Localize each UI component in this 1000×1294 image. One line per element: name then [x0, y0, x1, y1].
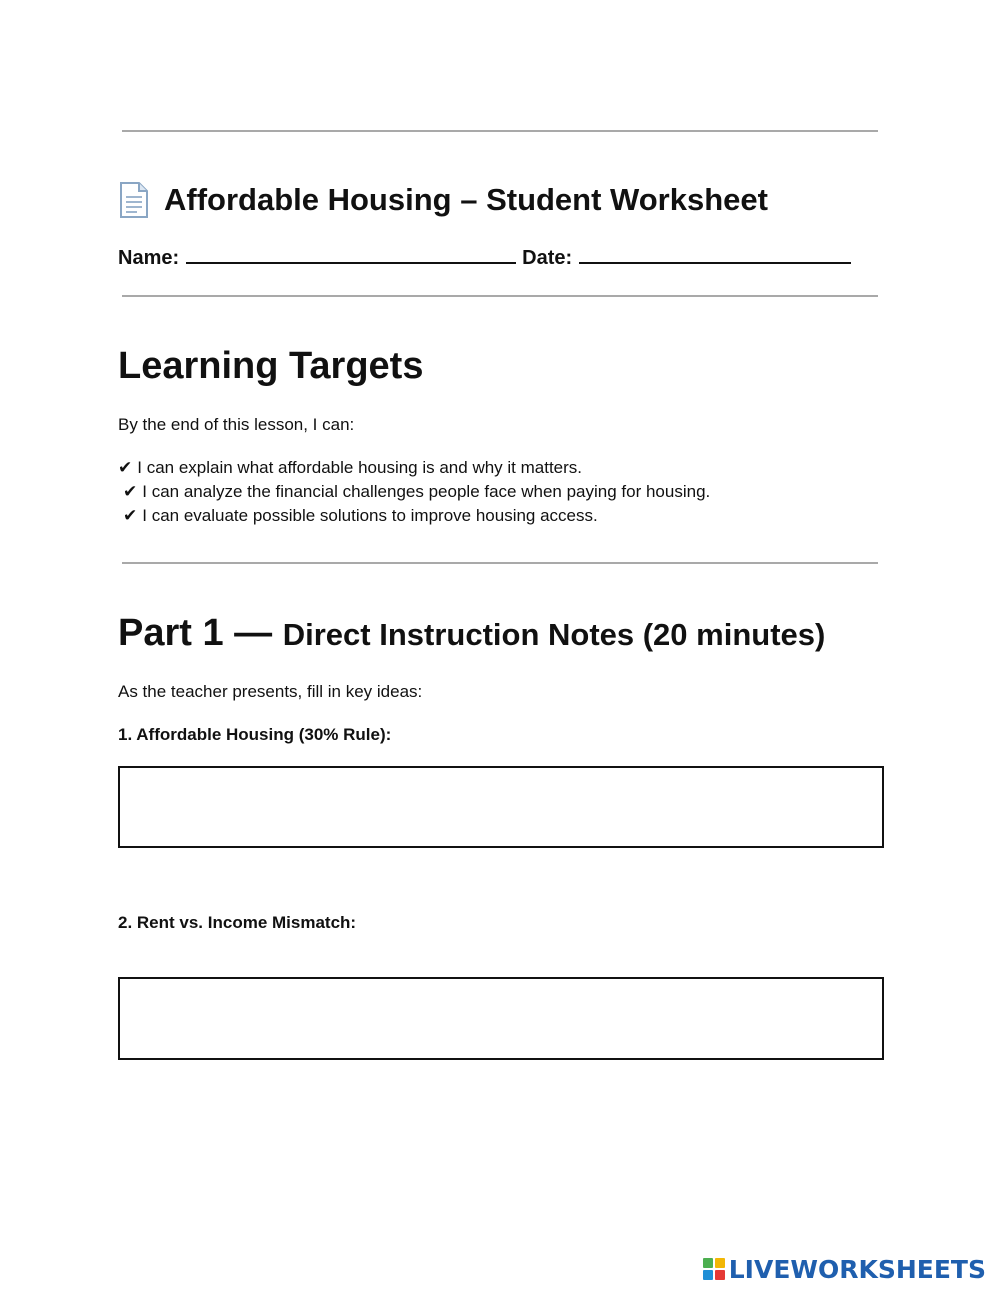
learning-target-item: [123, 506, 598, 526]
divider-targets: [122, 562, 878, 564]
answer-box-rent-income[interactable]: [118, 977, 884, 1060]
worksheet-header: [118, 178, 768, 222]
part1-heading-main: Part 1 —: [118, 612, 273, 654]
learning-target-item: [118, 458, 582, 478]
learning-targets-intro: By the end of this lesson, I can:: [118, 415, 355, 434]
liveworksheets-logo: [703, 1252, 986, 1286]
checkmark-icon: ✔: [123, 482, 138, 501]
logo-text: LIVEWORKSHEETS: [728, 1254, 986, 1284]
name-field[interactable]: [186, 246, 516, 264]
question-label: 1. Affordable Housing (30% Rule):: [118, 725, 392, 744]
divider-top: [122, 130, 878, 132]
learning-target-item: [123, 482, 710, 502]
page-title: Affordable Housing – Student Worksheet: [164, 182, 768, 217]
divider-header: [122, 295, 878, 297]
learning-target-text: I can analyze the financial challenges people face when paying for housing.: [142, 482, 711, 501]
question-label: 2. Rent vs. Income Mismatch:: [118, 913, 357, 932]
date-label: Date:: [522, 247, 573, 269]
page-icon: [118, 181, 150, 219]
checkmark-icon: ✔: [123, 506, 138, 525]
checkmark-icon: ✔: [118, 458, 133, 477]
part1-heading: [118, 612, 825, 655]
learning-target-text: I can evaluate possible solutions to improve housing access.: [142, 506, 598, 525]
answer-box-affordable-housing[interactable]: [118, 766, 884, 848]
name-date-row: [118, 246, 851, 270]
part1-instruction: As the teacher presents, fill in key ideas:: [118, 682, 423, 701]
logo-blocks-icon: [703, 1258, 725, 1280]
name-label: Name:: [118, 247, 180, 269]
date-field[interactable]: [579, 246, 851, 264]
learning-targets-heading: Learning Targets: [118, 345, 424, 387]
part1-heading-sub: Direct Instruction Notes (20 minutes): [282, 617, 826, 652]
learning-target-text: I can explain what affordable housing is and why it matters.: [137, 458, 583, 477]
